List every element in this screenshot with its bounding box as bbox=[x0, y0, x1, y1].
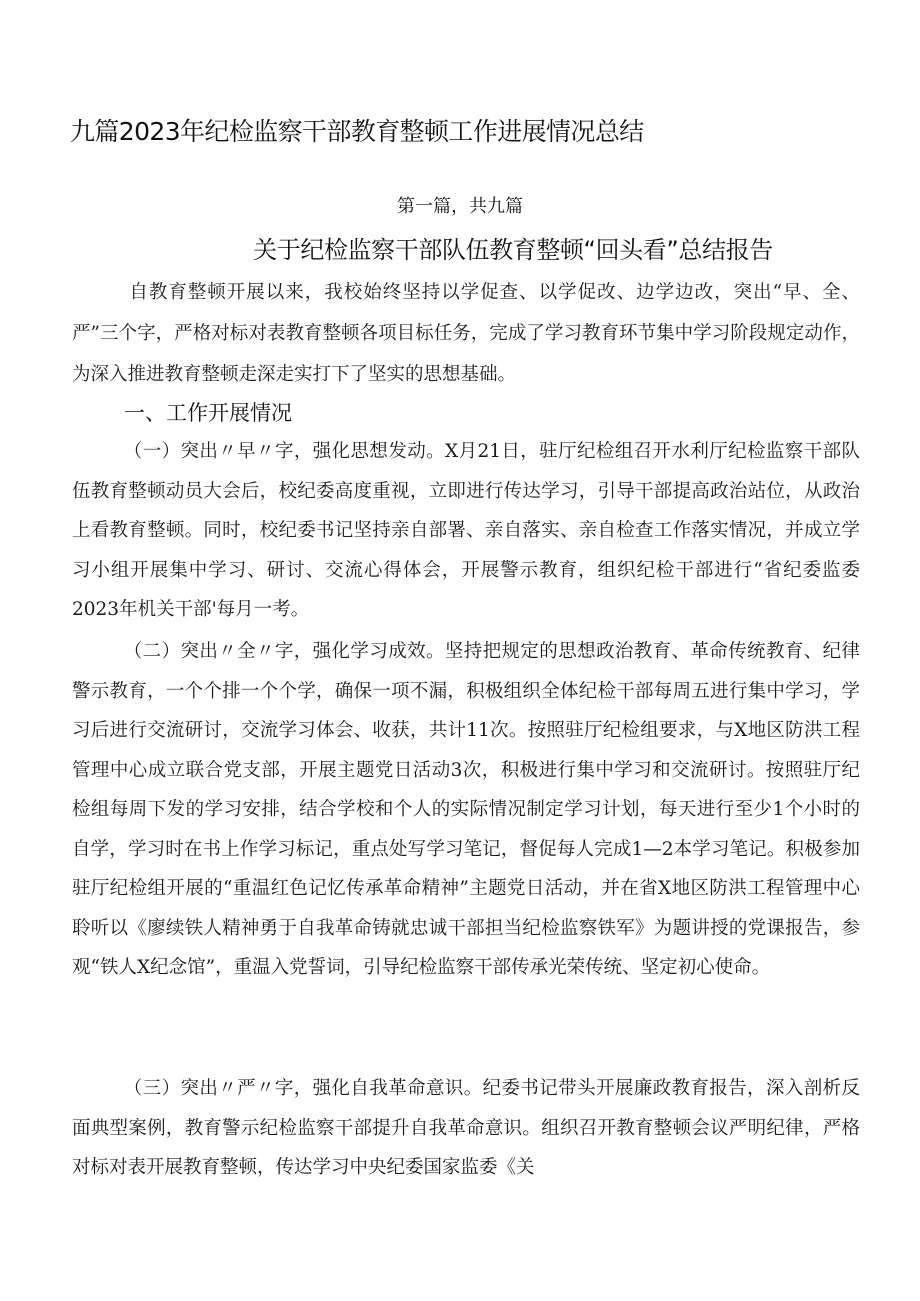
paragraph-early: （一）突出〃早〃字，强化思想发动。X月21日，驻厅纪检组召开水利厅纪检监察干部队伍教育整顿动员大会后，校纪委高度重视，立即进行传达学习，引导干部提高政治站位，从政治上看教育整顿。同时，校纪委书记坚持亲自部署、亲自落实、亲自检查工作落实情况，并成立学习小组开展集中学习、研讨、交流心得体会，开展警示教育，组织纪检干部进行“省纪委监委2023年机关干部'每月一考。 bbox=[72, 441, 860, 620]
section-title: 关于纪检监察干部队伍教育整顿“回头看”总结报告 bbox=[253, 236, 773, 264]
section-label: 第一篇，共九篇 bbox=[397, 196, 523, 217]
paragraph-comprehensive: （二）突出〃全〃字，强化学习成效。坚持把规定的思想政治教育、革命传统教育、纪律警示教育，一个个排一个个学，确保一项不漏，积极组织全体纪检干部每周五进行集中学习，学习后进行交流研讨，交流学习体会、收获，共计11次。按照驻厅纪检组要求，与X地区防洪工程管理中心成立联合党支部，开展主题党日活动3次，积极进行集中学习和交流研讨。按照驻厅纪检组每周下发的学习安排，结合学校和个人的实际情况制定学习计划，每天进行至少1个小时的自学，学习时在书上作学习标记，重点处写学习笔记，督促每人完成1—2本学习笔记。积极参加驻厅纪检组开展的“重温红色记忆传承革命精神”主题党日活动，并在省X地区防洪工程管理中心聆听以《廖续铁人精神勇于自我革命铸就忠诚干部担当纪检监察铁军》为题讲授的党课报告，参观“铁人X纪念馆”，重温入党誓词，引导纪检监察干部传承光荣传统、坚定初心使命。 bbox=[72, 641, 860, 978]
paragraph-strict: （三）突出〃严〃字，强化自我革命意识。纪委书记带头开展廉政教育报告，深入剖析反面典型案例，教育警示纪检监察干部提升自我革命意识。组织召开教育整顿会议严明纪律，严格对标对表开展教育整顿，传达学习中央纪委国家监委《关 bbox=[72, 1078, 860, 1178]
document-title: 九篇2023年纪检监察干部教育整顿工作进展情况总结 bbox=[70, 117, 644, 146]
section-heading: 一、工作开展情况 bbox=[124, 401, 292, 425]
intro-paragraph: 自教育整顿开展以来，我校始终坚持以学促查、以学促改、边学边改，突出“早、全、严”三个字，严格对标对表教育整顿各项目标任务，完成了学习教育环节集中学习阶段规定动作，为深入推进教育整顿走深走实打下了坚实的思想基础。 bbox=[72, 282, 860, 385]
